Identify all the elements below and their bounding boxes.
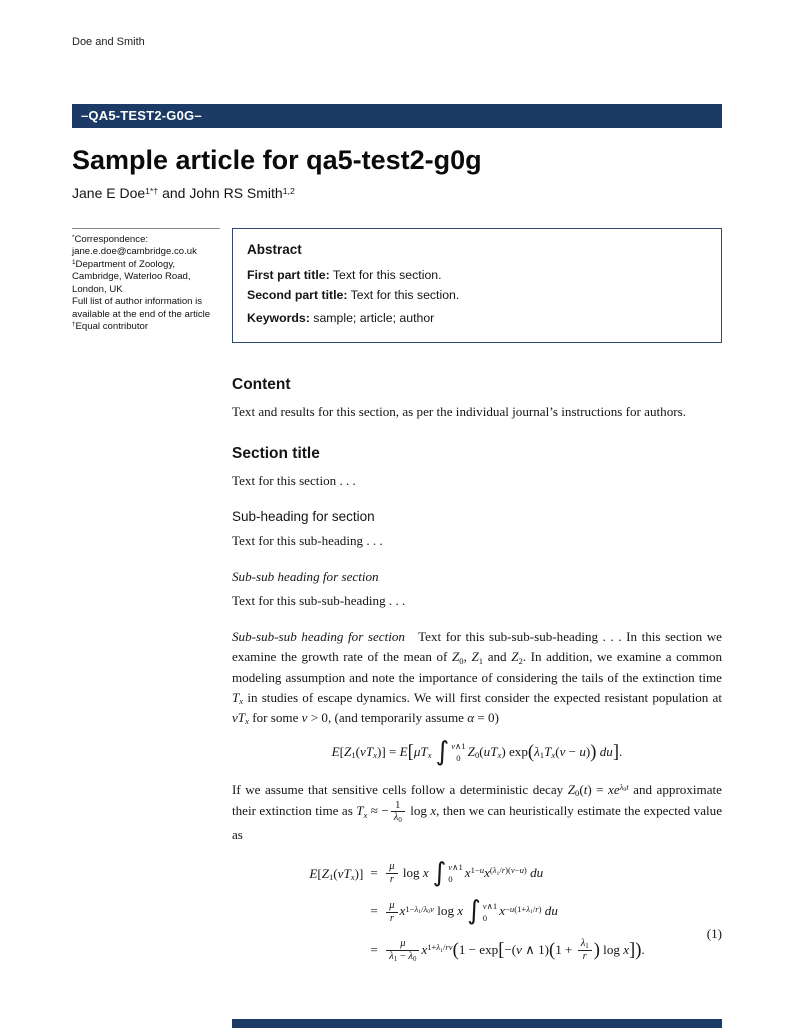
journal-banner — [72, 104, 722, 128]
equation-rows — [309, 855, 644, 970]
affiliation-line-2: Cambridge, Waterloo Road, — [72, 271, 191, 283]
banner-text: –QA5-TEST2-G0G– — [81, 108, 202, 123]
equation-row — [309, 893, 644, 931]
equation-array — [232, 855, 722, 970]
equal-contributor-note: †Equal contributor — [72, 321, 149, 333]
equation-row — [309, 932, 644, 970]
correspondence-label: *Correspondence: — [72, 233, 149, 245]
running-head: Doe and Smith — [72, 36, 145, 48]
paragraph-estimate: If we assume that sensitive cells follow a deterministic decay $Z_0(t) = xe^{\lambda_0t}$ and approximate their extinction time as $T_x$ ≈ − $\frac{1}{\lambda_0}$ log x, then we can heuristically estimate the expected value as — [232, 781, 723, 842]
heading-section-title: Section title — [232, 444, 320, 462]
abstract-row — [72, 228, 722, 343]
abstract-keywords: Keywords: sample; article; author — [247, 310, 435, 325]
paragraph-content: Text and results for this section, as per the individual journal’s instructions for authors. — [232, 403, 687, 419]
heading-sub-section: Sub-heading for section — [232, 509, 375, 525]
paragraph-subsubsub-section: Sub-sub-sub heading for section Text for this sub-sub-sub-heading . . . In this section we examine the growth rate of the mean of $Z_0$, $Z_1$ and $Z_2$. In addition, we examine a common modeling assumption and note the importance of considering the tails of the extinction time $T_x$ in studies of escape dynamics. We will first consider the expected resistant population at $vT_x$ for some v > 0, (and temporarily assume α = 0) — [232, 628, 723, 727]
heading-content: Content — [232, 375, 291, 393]
authors-line: Jane E Doe$^{1*\dagger}$ and John RS Smith$^{1,2}$ — [72, 185, 295, 201]
article-title: Sample article for qa5-test2-g0g — [72, 145, 482, 175]
correspondence-sidebar — [72, 228, 220, 334]
paragraph-sub-section: Text for this sub-heading . . . — [232, 533, 383, 549]
equation-rhs: = $\frac{\mu}{r}$ $x^{1-\lambda_1/\lambda_0v}$ log x ∫ v∧1 0 $x^{-u(1+\lambda_1/r)}$ du — [370, 896, 558, 927]
paragraph-section: Text for this section . . . — [232, 472, 356, 488]
abstract-title: Abstract — [247, 242, 302, 257]
equation-rhs: = $\frac{\mu}{r}$ log x ∫ v∧1 0 $x^{1-u}x^{(\lambda_1/r)(v-u)}$ du — [370, 857, 544, 888]
equation-lhs — [309, 932, 370, 970]
paragraph-subsub-section: Text for this sub-sub-heading . . . — [232, 592, 406, 608]
equation-lhs: $E[Z_1(vT_x)]$ — [309, 866, 364, 883]
abstract-first-part: First part title: Text for this section. — [247, 267, 442, 282]
equation-number: (1) — [706, 926, 722, 942]
abstract-box — [232, 228, 722, 343]
correspondence-email[interactable]: jane.e.doe@cambridge.co.uk — [72, 246, 197, 258]
author-info-note: Full list of author information is available at the end of the article — [72, 296, 211, 320]
display-equation: $E[Z_1(vT_x)] = E[\mu T_x$ ∫ v∧1 0 $Z_0(uT_x) \exp(\lambda_1T_x(v - u))$ du]. — [331, 736, 623, 767]
affiliation-line-3: London, UK — [72, 283, 123, 295]
heading-subsub-section: Sub-sub heading for section — [232, 569, 379, 585]
abstract-second-part: Second part title: Text for this section. — [247, 287, 460, 302]
equation-row — [309, 855, 644, 893]
affiliation-line-1: $^1$Department of Zoology, — [72, 258, 176, 270]
equation-rhs: = $\frac{\mu}{\lambda_1 - \lambda_0}$ $x^{1+\lambda_1/rv}(1 - \exp[-(v$ ∧ 1)(1 + $\frac{\lambda_1}{r}$ ) log x]). — [370, 938, 645, 963]
footer-bar — [232, 1019, 722, 1028]
article-body — [232, 373, 722, 971]
equation-lhs — [309, 893, 370, 931]
